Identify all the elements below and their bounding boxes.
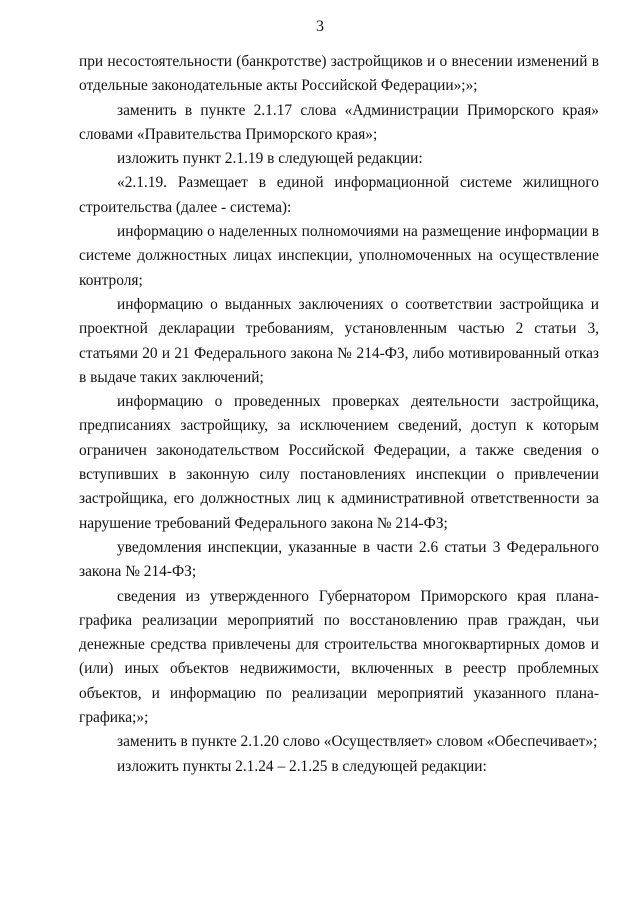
paragraph: информацию о наделенных полномочиями на размещение информации в системе должностных лицах инспекции, уполномоченных на осуществление контроля; <box>79 223 599 289</box>
paragraph: заменить в пункте 2.1.17 слова «Администрации Приморского края» словами «Правительства Приморского края»; <box>79 101 599 143</box>
paragraph: уведомления инспекции, указанные в части 2.6 статьи 3 Федерального закона № 214-ФЗ; <box>79 538 599 581</box>
paragraph: информацию о проведенных проверках деятельности застройщика, предписаниях застройщику, за исключением сведений, доступ к которым ограничен законодательством Российской Федерации, а также сведения о вступивших в законную силу постановлениях инспекции о привлечении застройщика, его должностных лиц к административной ответственности за нарушение требований Федерального закона № 214-ФЗ; <box>79 393 599 532</box>
page-number: 3 <box>316 18 324 35</box>
paragraph: при несостоятельности (банкротстве) застройщиков и о внесении изменений в отдельные законодательные акты Российской Федерации»;»; <box>79 53 599 95</box>
paragraph: изложить пункт 2.1.19 в следующей редакции: <box>117 150 423 168</box>
paragraph: информацию о выданных заключениях о соответствии застройщика и проектной декларации требованиям, установленным частью 2 статьи 3, статьями 20 и 21 Федерального закона № 214-ФЗ, либо мотивированный отказ в выдаче таких заключений; <box>79 295 599 386</box>
paragraph: сведения из утвержденного Губернатором Приморского края плана-графика реализации мероприятий по восстановлению прав граждан, чьи денежные средства привлечены для строительства многоквартирных домов и (или) иных объектов недвижимости, включенных в реестр проблемных объектов, и информацию по реализации мероприятий указанного плана-графика;»; <box>79 587 599 727</box>
paragraph: изложить пункты 2.1.24 – 2.1.25 в следующей редакции: <box>117 757 487 775</box>
paragraph: «2.1.19. Размещает в единой информационной системе жилищного строительства (далее - система): <box>79 174 599 216</box>
paragraph: заменить в пункте 2.1.20 слово «Осуществляет» словом «Обеспечивает»; <box>117 733 598 751</box>
document-body <box>79 50 599 779</box>
